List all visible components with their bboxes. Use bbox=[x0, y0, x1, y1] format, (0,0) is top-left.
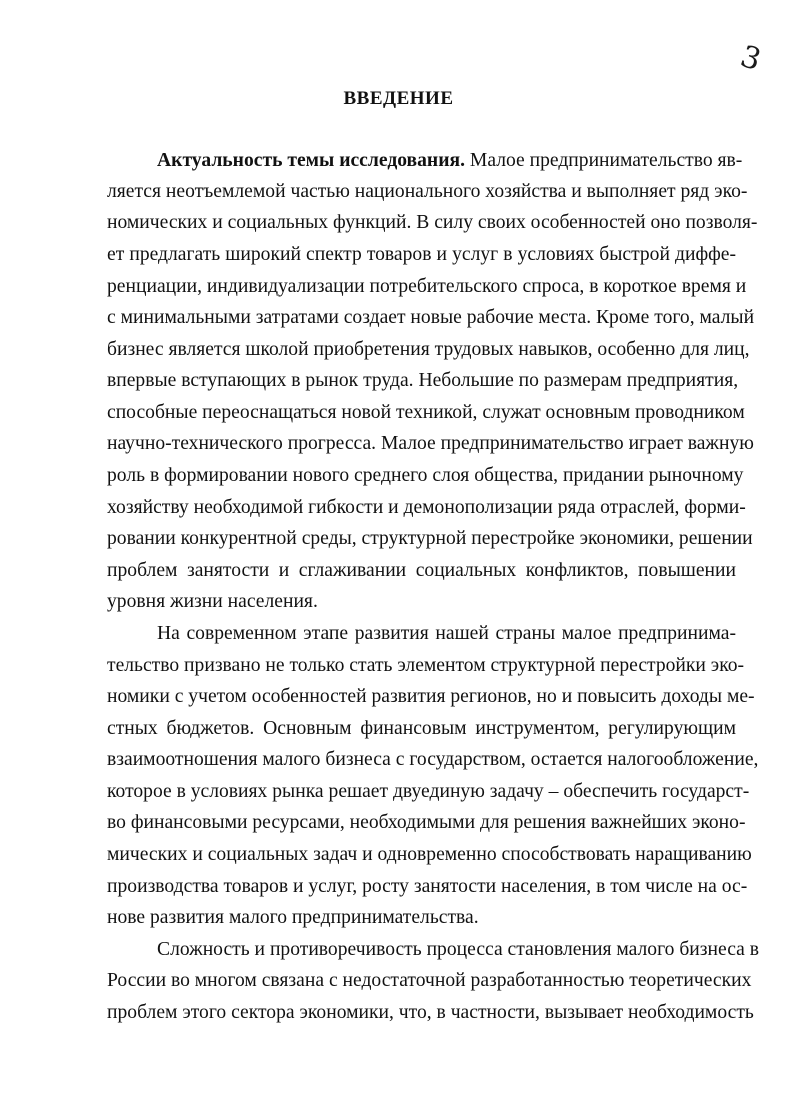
paragraph-1-line: ет предлагать широкий спектр товаров и услуг в условиях быстрой диффе- bbox=[107, 244, 736, 265]
paragraph-1-line: бизнес является школой приобретения трудовых навыков, особенно для лиц, bbox=[107, 339, 750, 360]
paragraph-3-line: проблем этого сектора экономики, что, в частности, вызывает необходимость bbox=[107, 1002, 754, 1023]
paragraph-2-line: номики с учетом особенностей развития регионов, но и повысить доходы ме- bbox=[107, 686, 755, 707]
paragraph-2-line: мических и социальных задач и одновременно способствовать наращиванию bbox=[107, 844, 752, 865]
paragraph-2-line: во финансовыми ресурсами, необходимыми для решения важнейших эконо- bbox=[107, 812, 746, 833]
paragraph-1-line: впервые вступающих в рынок труда. Небольшие по размерам предприятия, bbox=[107, 370, 739, 391]
paragraph-1-line: ренциации, индивидуализации потребительского спроса, в короткое время и bbox=[107, 276, 747, 297]
paragraph-1-line-1 bbox=[157, 150, 743, 172]
paragraph-1-line: уровня жизни населения. bbox=[107, 591, 318, 612]
paragraph-2-line: которое в условиях рынка решает двуединую задачу – обеспечить государст- bbox=[107, 781, 750, 802]
paragraph-1-line: с минимальными затратами создает новые рабочие места. Кроме того, малый bbox=[107, 307, 755, 328]
lead-heading: Актуальность темы исследования. bbox=[157, 150, 465, 171]
paragraph-2-line: На современном этапе развития нашей страны малое предпринима- bbox=[157, 623, 736, 644]
page-number-mark: 3 bbox=[736, 38, 766, 79]
paragraph-1-line: роль в формировании нового среднего слоя общества, придании рыночному bbox=[107, 465, 744, 486]
paragraph-1-line: проблем занятости и сглаживании социальных конфликтов, повышении bbox=[107, 560, 736, 581]
paragraph-2-line: взаимоотношения малого бизнеса с государством, остается налогообложение, bbox=[107, 749, 759, 770]
paragraph-1-line: ровании конкурентной среды, структурной перестройке экономики, решении bbox=[107, 528, 753, 549]
paragraph-2-line: стных бюджетов. Основным финансовым инструментом, регулирующим bbox=[107, 718, 736, 739]
paragraph-1-line: научно-технического прогресса. Малое предпринимательство играет важную bbox=[107, 433, 754, 454]
paragraph-1-line: ляется неотъемлемой частью национального хозяйства и выполняет ряд эко- bbox=[107, 181, 748, 202]
paragraph-1-line-1-text: Малое предпринимательство яв- bbox=[465, 150, 743, 171]
paragraph-2-line: нове развития малого предпринимательства. bbox=[107, 907, 479, 928]
section-title: ВВЕДЕНИЕ bbox=[343, 88, 454, 109]
paragraph-1-line: способные переоснащаться новой техникой, служат основным проводником bbox=[107, 402, 745, 423]
paragraph-2-line: производства товаров и услуг, росту занятости населения, в том числе на ос- bbox=[107, 876, 748, 897]
paragraph-3-line: России во многом связана с недостаточной разработанностью теоретических bbox=[107, 970, 752, 991]
paragraph-2-line: тельство призвано не только стать элементом структурной перестройки эко- bbox=[107, 655, 745, 676]
paragraph-1-line: хозяйству необходимой гибкости и демонополизации ряда отраслей, форми- bbox=[107, 497, 746, 518]
paragraph-3-line: Сложность и противоречивость процесса становления малого бизнеса в bbox=[157, 939, 759, 960]
paragraph-1-line: номических и социальных функций. В силу своих особенностей оно позволя- bbox=[107, 212, 758, 233]
